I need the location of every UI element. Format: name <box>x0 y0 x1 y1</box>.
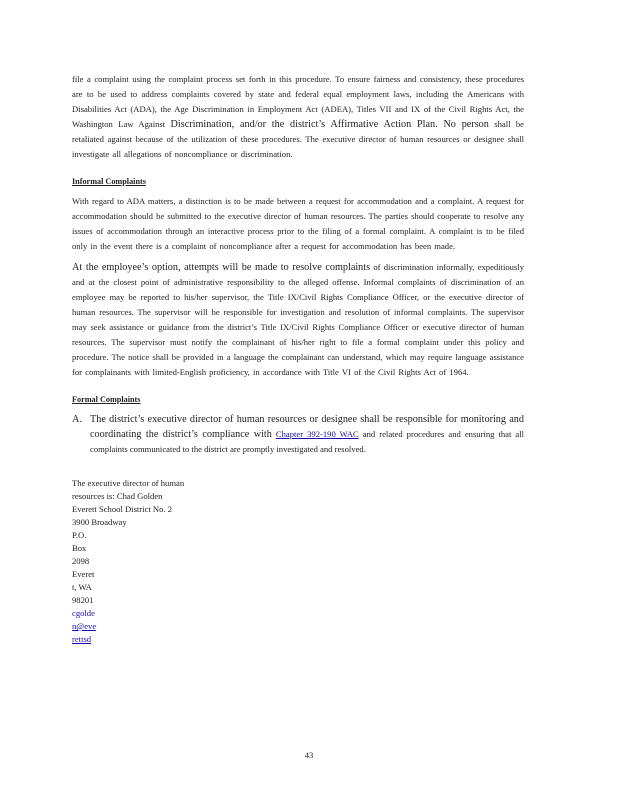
contact-line: 2098 <box>72 556 90 566</box>
intro-paragraph <box>72 72 524 162</box>
informal-complaints-heading: Informal Complaints <box>72 177 146 186</box>
informal-paragraph-1: With regard to ADA matters, a distinction is to be made between a request for accommodation and a complaint. A request for accommodation should be submitted to the executive director of human resources. The parties should cooperate to resolve any issues of accommodation through an interactive process prior to the filing of a formal complaint. A complaint is to be filed only in the event there is a complaint of noncompliance after a request for accommodation has been made. <box>72 196 524 251</box>
contact-block <box>72 477 524 646</box>
contact-line: Everet <box>72 569 95 579</box>
page-number: 43 <box>304 750 314 760</box>
contact-line: P.O. <box>72 530 87 540</box>
formal-item-a-rest: and related procedures and ensuring that all complaints communicated to the district are promptly investigated and resolved. <box>90 429 525 454</box>
informal-paragraph-2 <box>72 260 524 380</box>
list-marker: A. <box>72 414 82 425</box>
formal-item-a <box>72 412 524 457</box>
intro-part2: Discrimination, and/or the district’s Affirmative Action Plan. No person <box>170 119 489 130</box>
informal-paragraph-2-lead: At the employee’s option, attempts will be made to resolve complaints <box>72 262 371 273</box>
contact-email-link[interactable]: rettsd <box>72 634 92 644</box>
chapter-392-190-wac-link[interactable]: Chapter 392-190 WAC <box>275 429 359 439</box>
contact-line: 98201 <box>72 595 94 605</box>
contact-line: resources is: Chad Golden <box>72 491 163 501</box>
contact-email-line: cgolde <box>72 608 95 618</box>
informal-paragraph-2-rest: of discrimination informally, expeditiously and at the closest point of administrative responsibility to the alleged offense. Informal complaints of discrimination of an employee may be reported to his/her supervisor, the Title IX/Civil Rights Compliance Officer, or the executive director of human resources. The supervisor will be responsible for investigation and resolution of informal complaints. The supervisor may seek assistance or guidance from the district’s Title IX/Civil Rights Compliance Officer or executive director of human resources. The supervisor must notify the complainant of his/her right to file a formal complaint under this policy and procedure. The notice shall be provided in a language the complainant can understand, which may require language assistance for complainants with limited-English proficiency, in accordance with Title VI of the Civil Rights Act of 1964. <box>72 262 524 377</box>
formal-item-a-lead: The district’s executive director of human resources or designee shall be responsible for monitoring and coordinating the district’s compliance with <box>90 414 524 440</box>
contact-line: Everett School District No. 2 <box>72 504 173 514</box>
contact-line: The executive director of human <box>72 478 185 488</box>
formal-complaints-heading: Formal Complaints <box>72 395 141 404</box>
page-content <box>72 72 524 646</box>
contact-line: 3900 Broadway <box>72 517 127 527</box>
intro-part1: file a complaint using the complaint process set forth in this procedure. To ensure fairness and consistency, these procedures are to be used to address complaints covered by state and federal equal employment laws, including the Americans with Disabilities Act (ADA), the Age Discrimination in Employment Act (ADEA), Titles VII and IX of the Civil Rights Act, the Washington Law Against <box>72 74 524 129</box>
intro-part3: shall be retaliated against because of the utilization of these procedures. The executive director of human resources or designee shall investigate all allegations of noncompliance or discrimination. <box>72 119 524 159</box>
contact-email-link[interactable]: n@eve <box>72 621 97 631</box>
contact-line: Box <box>72 543 87 553</box>
contact-line: t, WA <box>72 582 92 592</box>
